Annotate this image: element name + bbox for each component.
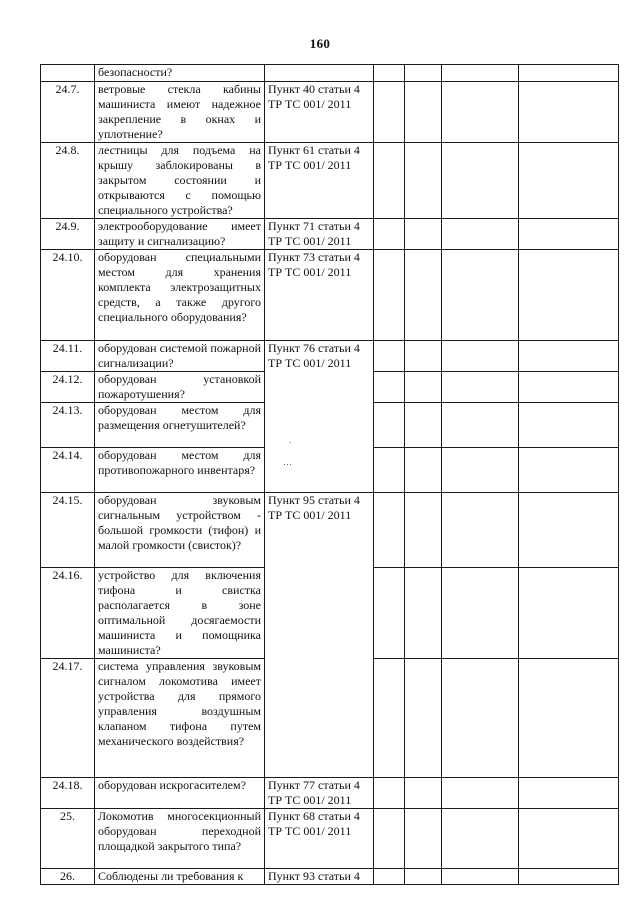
item-reference: Пункт 40 статьи 4 ТР ТС 001/ 2011 — [265, 82, 374, 143]
empty-cell — [442, 448, 519, 493]
page-number: 160 — [309, 36, 331, 51]
empty-cell — [442, 341, 519, 372]
item-number — [41, 65, 95, 82]
empty-cell — [442, 568, 519, 659]
empty-cell — [405, 659, 442, 778]
item-question: оборудован звуковым сигнальным устройством - большой громкости (тифон) и малой громкости (свисток)? — [95, 493, 265, 568]
empty-cell — [374, 341, 405, 372]
empty-cell — [405, 372, 442, 403]
empty-cell — [405, 341, 442, 372]
item-number: 24.18. — [41, 778, 95, 809]
empty-cell — [519, 403, 619, 448]
empty-cell — [374, 869, 405, 885]
empty-cell — [519, 448, 619, 493]
empty-cell — [442, 250, 519, 341]
item-reference: Пункт 61 статьи 4 ТР ТС 001/ 2011 — [265, 143, 374, 219]
empty-cell — [405, 65, 442, 82]
empty-cell — [519, 809, 619, 869]
table-row — [41, 219, 619, 250]
empty-cell — [374, 809, 405, 869]
item-reference: Пункт 73 статьи 4 ТР ТС 001/ 2011 — [265, 250, 374, 341]
table-row — [41, 82, 619, 143]
item-number: 25. — [41, 809, 95, 869]
empty-cell — [374, 219, 405, 250]
item-question: оборудован установкой пожаротушения? — [95, 372, 265, 403]
item-question: Соблюдены ли требования к — [95, 869, 265, 885]
item-question: система управления звуковым сигналом локомотива имеет устройства для прямого управления воздушным клапаном тифона путем механического воздействия? — [95, 659, 265, 778]
item-question: оборудован специальными местом для хранения комплекта электрозащитных средств, а также другого специального оборудования? — [95, 250, 265, 341]
empty-cell — [519, 778, 619, 809]
item-question: безопасности? — [95, 65, 265, 82]
empty-cell — [442, 219, 519, 250]
empty-cell — [442, 659, 519, 778]
empty-cell — [405, 809, 442, 869]
empty-cell — [442, 809, 519, 869]
item-number: 24.16. — [41, 568, 95, 659]
item-question: Локомотив многосекционный оборудован переходной площадкой закрытого типа? — [95, 809, 265, 869]
item-question: электрооборудование имеет защиту и сигнализацию? — [95, 219, 265, 250]
empty-cell — [405, 869, 442, 885]
empty-cell — [519, 250, 619, 341]
item-number: 24.17. — [41, 659, 95, 778]
item-question: оборудован искрогасителем? — [95, 778, 265, 809]
table-row — [41, 341, 619, 372]
empty-cell — [374, 568, 405, 659]
item-reference: Пункт 77 статьи 4 ТР ТС 001/ 2011 — [265, 778, 374, 809]
item-number: 24.12. — [41, 372, 95, 403]
item-number: 26. — [41, 869, 95, 885]
empty-cell — [405, 568, 442, 659]
empty-cell — [405, 493, 442, 568]
scan-speck: . — [289, 435, 292, 445]
empty-cell — [442, 403, 519, 448]
item-number: 24.14. — [41, 448, 95, 493]
empty-cell — [405, 82, 442, 143]
empty-cell — [374, 493, 405, 568]
item-number: 24.15. — [41, 493, 95, 568]
empty-cell — [519, 219, 619, 250]
empty-cell — [442, 372, 519, 403]
empty-cell — [442, 82, 519, 143]
empty-cell — [442, 869, 519, 885]
empty-cell — [442, 493, 519, 568]
empty-cell — [374, 659, 405, 778]
item-reference: Пункт 68 статьи 4 ТР ТС 001/ 2011 — [265, 809, 374, 869]
item-reference: Пункт 95 статьи 4 ТР ТС 001/ 2011 — [265, 493, 374, 778]
item-question: оборудован системой пожарной сигнализации? — [95, 341, 265, 372]
item-number: 24.11. — [41, 341, 95, 372]
table-row — [41, 493, 619, 568]
scan-speck: … — [283, 457, 292, 467]
empty-cell — [374, 448, 405, 493]
empty-cell — [442, 143, 519, 219]
item-number: 24.10. — [41, 250, 95, 341]
item-number: 24.13. — [41, 403, 95, 448]
empty-cell — [519, 143, 619, 219]
empty-cell — [519, 493, 619, 568]
item-question: оборудован местом для размещения огнетушителей? — [95, 403, 265, 448]
empty-cell — [374, 403, 405, 448]
empty-cell — [374, 143, 405, 219]
table-row — [41, 869, 619, 885]
empty-cell — [519, 869, 619, 885]
empty-cell — [405, 250, 442, 341]
item-number: 24.7. — [41, 82, 95, 143]
empty-cell — [374, 250, 405, 341]
empty-cell — [442, 778, 519, 809]
empty-cell — [519, 659, 619, 778]
item-question: устройство для включения тифона и свистка располагается в зоне оптимальной досягаемости машиниста и помощника машиниста? — [95, 568, 265, 659]
empty-cell — [519, 372, 619, 403]
empty-cell — [405, 219, 442, 250]
item-question: оборудован местом для противопожарного инвентаря? — [95, 448, 265, 493]
empty-cell — [442, 65, 519, 82]
empty-cell — [519, 341, 619, 372]
empty-cell — [519, 82, 619, 143]
empty-cell — [374, 372, 405, 403]
item-reference: Пункт 93 статьи 4 — [265, 869, 374, 885]
table-row — [41, 778, 619, 809]
empty-cell — [405, 778, 442, 809]
empty-cell — [405, 403, 442, 448]
table-row — [41, 65, 619, 82]
checklist-table — [40, 64, 619, 885]
item-reference: Пункт 76 статьи 4 ТР ТС 001/ 2011 — [265, 341, 374, 493]
empty-cell — [374, 778, 405, 809]
item-number: 24.8. — [41, 143, 95, 219]
empty-cell — [519, 65, 619, 82]
empty-cell — [405, 143, 442, 219]
table-row — [41, 143, 619, 219]
empty-cell — [374, 65, 405, 82]
item-reference — [265, 65, 374, 82]
item-question: ветровые стекла кабины машиниста имеют надежное закрепление в окнах и уплотнение? — [95, 82, 265, 143]
empty-cell — [405, 448, 442, 493]
empty-cell — [374, 82, 405, 143]
table-row — [41, 250, 619, 341]
item-number: 24.9. — [41, 219, 95, 250]
item-reference: Пункт 71 статьи 4 ТР ТС 001/ 2011 — [265, 219, 374, 250]
empty-cell — [519, 568, 619, 659]
table-row — [41, 809, 619, 869]
item-question: лестницы для подъема на крышу заблокированы в закрытом состоянии и открываются с помощью специального устройства? — [95, 143, 265, 219]
